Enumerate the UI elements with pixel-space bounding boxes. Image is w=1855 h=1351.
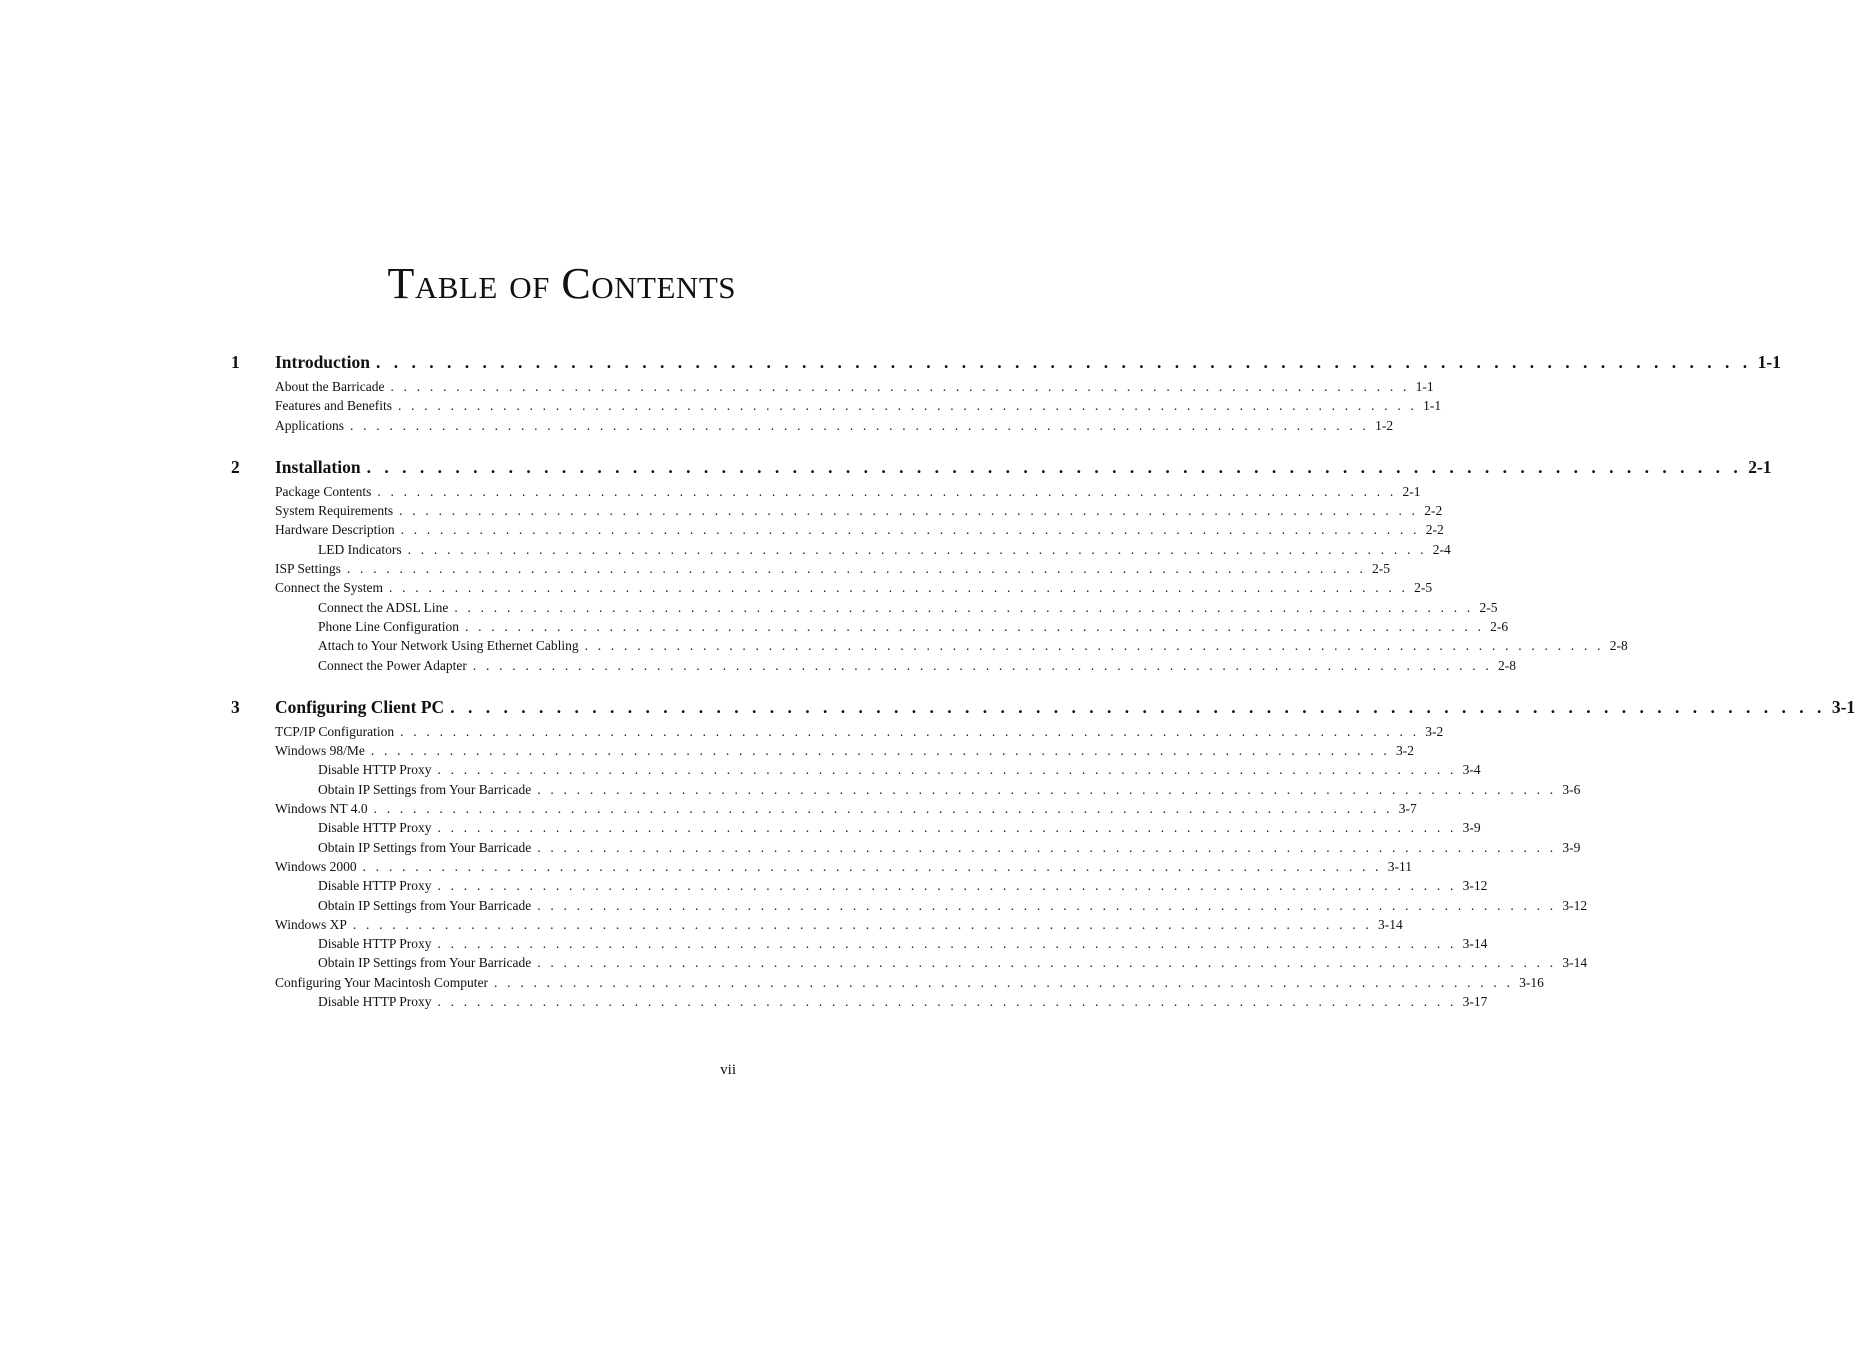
toc-entry[interactable] xyxy=(231,743,1414,762)
toc-entry-title: Connect the Power Adapter xyxy=(318,657,467,673)
dot-leader: . . . . . . . . . . . . . . . . . . . . . . . . . . . . . . . . . . . . . . . . . . . . . . . . . . . . . . . . . . . . . . . . . . . . . . . . . . . . . . xyxy=(437,936,1457,952)
title-initial-c: C xyxy=(561,259,592,308)
chapter-title: Introduction xyxy=(275,352,370,372)
toc-entry-title: Obtain IP Settings from Your Barricade xyxy=(318,955,532,971)
toc-entry[interactable] xyxy=(231,398,1442,417)
toc-entry[interactable] xyxy=(231,580,1433,599)
toc-entry-page: 3-17 xyxy=(1462,994,1488,1010)
dot-leader: . . . . . . . . . . . . . . . . . . . . . . . . . . . . . . . . . . . . . . . . . . . . . . . . . . . . . . . . . . . . . . . . . . . . . . . . . . . . . . xyxy=(390,379,1410,394)
dot-leader: . . . . . . . . . . . . . . . . . . . . . . . . . . . . . . . . . . . . . . . . . . . . . . . . . . . . . . . . . . . . . . . . . . . . . . . . . . . . . . xyxy=(537,839,1557,855)
toc-entry[interactable] xyxy=(231,561,1391,580)
toc-entry-page: 2-8 xyxy=(1497,657,1516,673)
toc-entry-title: Windows NT 4.0 xyxy=(275,801,368,817)
dot-leader: . . . . . . . . . . . . . . . . . . . . . . . . . . . . . . . . . . . . . . . . . . . . . . . . . . . . . . . . . . . . . . . . . . . . . . . . . . . . . . xyxy=(362,858,1382,874)
toc-entry-page: 1-2 xyxy=(1375,417,1394,433)
dot-leader: . . . . . . . . . . . . . . . . . . . . . . . . . . . . . . . . . . . . . . . . . . . . . . . . . . . . . . . . . . . . . . . . . . . . . . . . . . . . . . xyxy=(437,878,1457,894)
toc-entry[interactable] xyxy=(231,936,1488,955)
toc-entry[interactable] xyxy=(231,820,1481,839)
chapter-heading xyxy=(231,352,1781,376)
dot-leader: . . . . . . . . . . . . . . . . . . . . . . . . . . . . . . . . . . . . . . . . . . . . . . . . . . . . . . . . . . . . . . . . . . . . . . . . . . . . . . xyxy=(494,974,1514,990)
toc-entry-page: 2-8 xyxy=(1609,638,1628,654)
toc-entry-page: 2-5 xyxy=(1372,561,1391,577)
dot-leader: . . . . . . . . . . . . . . . . . . . . . . . . . . . . . . . . . . . . . . . . . . . . . . . . . . . . . . . . . . . . . . . . . . . . . . . . . . . . . . xyxy=(437,820,1457,836)
title-initial-t: T xyxy=(387,259,415,308)
toc-entry-page: 3-14 xyxy=(1562,955,1588,971)
toc-entry[interactable] xyxy=(231,955,1588,974)
dot-leader: . . . . . . . . . . . . . . . . . . . . . . . . . . . . . . . . . . . . . . . . . . . . . . . . . . . . . . . . . . . . . . . . . . . . . . . . . . . . . . xyxy=(366,456,1743,477)
toc-entry-page: 3-14 xyxy=(1377,916,1403,932)
toc-entry[interactable] xyxy=(231,916,1403,936)
chapter-heading xyxy=(231,456,1772,481)
title-rest-able: ABLE xyxy=(414,270,498,305)
toc-entry[interactable] xyxy=(231,503,1443,522)
dot-leader: . . . . . . . . . . . . . . . . . . . . . . . . . . . . . . . . . . . . . . . . . . . . . . . . . . . . . . . . . . . . . . . . . . . . . . . . . . . . . . xyxy=(352,916,1372,932)
toc-entry-title: Windows 2000 xyxy=(275,858,357,874)
dot-leader: . . . . . . . . . . . . . . . . . . . . . . . . . . . . . . . . . . . . . . . . . . . . . . . . . . . . . . . . . . . . . . . . . . . . . . . . . . . . . . xyxy=(537,955,1557,971)
toc-entry-page: 3-11 xyxy=(1387,858,1412,874)
toc-entry[interactable] xyxy=(231,994,1488,1013)
title-word-of: OF xyxy=(509,270,550,305)
toc-entry-title: Package Contents xyxy=(275,483,372,499)
toc-entry-title: Disable HTTP Proxy xyxy=(318,820,432,836)
page-number: vii xyxy=(720,1062,736,1078)
page-title xyxy=(387,259,736,308)
toc-entry-page: 3-2 xyxy=(1395,743,1414,759)
toc-entry-page: 3-4 xyxy=(1462,762,1481,778)
chapter-title: Configuring Client PC xyxy=(275,696,445,717)
chapter-number: 1 xyxy=(231,352,240,372)
toc-entry-page: 3-14 xyxy=(1462,936,1488,952)
toc-entry[interactable] xyxy=(231,522,1444,541)
toc-entry[interactable] xyxy=(231,657,1516,677)
toc-entry-page: 1-1 xyxy=(1423,398,1442,414)
toc-entry-title: TCP/IP Configuration xyxy=(275,723,395,739)
dot-leader: . . . . . . . . . . . . . . . . . . . . . . . . . . . . . . . . . . . . . . . . . . . . . . . . . . . . . . . . . . . . . . . . . . . . . . . . . . . . . . xyxy=(464,618,1485,634)
toc-entry-title: Features and Benefits xyxy=(275,398,392,414)
toc-entry[interactable] xyxy=(231,417,1394,437)
toc-entry[interactable] xyxy=(231,723,1444,743)
toc-entry[interactable] xyxy=(231,801,1417,820)
chapter-heading xyxy=(231,696,1855,721)
toc-entry[interactable] xyxy=(231,878,1488,897)
toc-entry-page: 3-7 xyxy=(1398,801,1417,817)
toc-entry-page: 3-9 xyxy=(1462,820,1481,836)
toc-entry-title: Windows XP xyxy=(275,916,347,932)
dot-leader: . . . . . . . . . . . . . . . . . . . . . . . . . . . . . . . . . . . . . . . . . . . . . . . . . . . . . . . . . . . . . . . . . . . . . . . . . . . . . . xyxy=(370,743,1390,759)
dot-leader: . . . . . . . . . . . . . . . . . . . . . . . . . . . . . . . . . . . . . . . . . . . . . . . . . . . . . . . . . . . . . . . . . . . . . . . . . . . . . . xyxy=(397,398,1418,414)
toc-entry-title: ISP Settings xyxy=(275,561,341,577)
dot-leader: . . . . . . . . . . . . . . . . . . . . . . . . . . . . . . . . . . . . . . . . . . . . . . . . . . . . . . . . . . . . . . . . . . . . . . . . . . . . . . xyxy=(399,503,1419,519)
dot-leader: . . . . . . . . . . . . . . . . . . . . . . . . . . . . . . . . . . . . . . . . . . . . . . . . . . . . . . . . . . . . . . . . . . . . . . . . . . . . . . xyxy=(389,580,1409,596)
dot-leader: . . . . . . . . . . . . . . . . . . . . . . . . . . . . . . . . . . . . . . . . . . . . . . . . . . . . . . . . . . . . . . . . . . . . . . . . . . . . . . xyxy=(373,801,1393,817)
toc-entry-title: Obtain IP Settings from Your Barricade xyxy=(318,897,532,913)
dot-leader: . . . . . . . . . . . . . . . . . . . . . . . . . . . . . . . . . . . . . . . . . . . . . . . . . . . . . . . . . . . . . . . . . . . . . . . . . . . . . . xyxy=(375,352,1752,372)
toc-entry-title: Disable HTTP Proxy xyxy=(318,936,432,952)
toc-entry-page: 2-5 xyxy=(1479,599,1498,615)
toc-entry[interactable] xyxy=(231,897,1588,917)
toc-entry[interactable] xyxy=(231,781,1581,801)
toc-entry-page: 3-9 xyxy=(1562,839,1581,855)
chapter-number: 3 xyxy=(231,696,240,717)
toc-entry-title: Configuring Your Macintosh Computer xyxy=(275,974,489,990)
toc-entry[interactable] xyxy=(231,858,1412,878)
chapter-page: 3-1 xyxy=(1831,696,1855,717)
title-rest-ontents: ONTENTS xyxy=(591,270,736,305)
toc-entry-page: 2-1 xyxy=(1402,483,1421,499)
dot-leader: . . . . . . . . . . . . . . . . . . . . . . . . . . . . . . . . . . . . . . . . . . . . . . . . . . . . . . . . . . . . . . . . . . . . . . . . . . . . . . xyxy=(437,994,1457,1010)
toc-entry-title: Obtain IP Settings from Your Barricade xyxy=(318,781,532,797)
dot-leader: . . . . . . . . . . . . . . . . . . . . . . . . . . . . . . . . . . . . . . . . . . . . . . . . . . . . . . . . . . . . . . . . . . . . . . . . . . . . . . xyxy=(400,522,1420,538)
toc-entry-page: 3-16 xyxy=(1519,974,1544,990)
dot-leader: . . . . . . . . . . . . . . . . . . . . . . . . . . . . . . . . . . . . . . . . . . . . . . . . . . . . . . . . . . . . . . . . . . . . . . . . . . . . . . xyxy=(377,483,1397,499)
chapter-entry[interactable] xyxy=(275,456,1772,478)
chapter-page: 2-1 xyxy=(1748,456,1772,477)
toc-entry-page: 3-6 xyxy=(1562,781,1581,797)
toc-entry-title: Applications xyxy=(275,417,344,433)
dot-leader: . . . . . . . . . . . . . . . . . . . . . . . . . . . . . . . . . . . . . . . . . . . . . . . . . . . . . . . . . . . . . . . . . . . . . . . . . . . . . . xyxy=(437,762,1457,778)
dot-leader: . . . . . . . . . . . . . . . . . . . . . . . . . . . . . . . . . . . . . . . . . . . . . . . . . . . . . . . . . . . . . . . . . . . . . . . . . . . . . . xyxy=(537,897,1557,913)
toc-entry-title: LED Indicators xyxy=(318,541,402,557)
toc-entry-page: 2-5 xyxy=(1414,580,1433,596)
chapter-title: Installation xyxy=(275,456,361,477)
dot-leader: . . . . . . . . . . . . . . . . . . . . . . . . . . . . . . . . . . . . . . . . . . . . . . . . . . . . . . . . . . . . . . . . . . . . . . . . . . . . . . xyxy=(472,657,1492,673)
toc-entry-title: Phone Line Configuration xyxy=(318,618,459,634)
chapter-page: 1-1 xyxy=(1757,352,1781,372)
toc-entry-title: Hardware Description xyxy=(275,522,395,538)
toc-entry[interactable] xyxy=(231,483,1421,503)
toc-entry-title: Connect the ADSL Line xyxy=(318,599,449,615)
table-of-contents xyxy=(231,352,1855,1013)
toc-entry-page: 3-12 xyxy=(1562,897,1588,913)
dot-leader: . . . . . . . . . . . . . . . . . . . . . . . . . . . . . . . . . . . . . . . . . . . . . . . . . . . . . . . . . . . . . . . . . . . . . . . . . . . . . . xyxy=(450,696,1826,717)
dot-leader: . . . . . . . . . . . . . . . . . . . . . . . . . . . . . . . . . . . . . . . . . . . . . . . . . . . . . . . . . . . . . . . . . . . . . . . . . . . . . . xyxy=(346,561,1367,577)
dot-leader: . . . . . . . . . . . . . . . . . . . . . . . . . . . . . . . . . . . . . . . . . . . . . . . . . . . . . . . . . . . . . . . . . . . . . . . . . . . . . . xyxy=(537,781,1557,797)
toc-entry-title: Windows 98/Me xyxy=(275,743,365,759)
toc-entry-page: 3-2 xyxy=(1425,723,1444,739)
dot-leader: . . . . . . . . . . . . . . . . . . . . . . . . . . . . . . . . . . . . . . . . . . . . . . . . . . . . . . . . . . . . . . . . . . . . . . . . . . . . . . xyxy=(350,417,1370,433)
toc-entry-title: Disable HTTP Proxy xyxy=(318,878,432,894)
chapter-entry[interactable] xyxy=(275,696,1855,718)
chapter-number: 2 xyxy=(231,456,240,477)
toc-entry-title: Obtain IP Settings from Your Barricade xyxy=(318,839,532,855)
dot-leader: . . . . . . . . . . . . . . . . . . . . . . . . . . . . . . . . . . . . . . . . . . . . . . . . . . . . . . . . . . . . . . . . . . . . . . . . . . . . . . xyxy=(400,723,1420,739)
toc-entry[interactable] xyxy=(231,839,1581,859)
toc-entry[interactable] xyxy=(231,541,1451,561)
toc-entry[interactable] xyxy=(231,599,1498,619)
toc-entry-title: Disable HTTP Proxy xyxy=(318,994,432,1010)
toc-entry-page: 2-6 xyxy=(1490,618,1509,634)
toc-entry-page: 3-12 xyxy=(1462,878,1488,894)
toc-entry[interactable] xyxy=(231,974,1544,994)
toc-entry[interactable] xyxy=(231,762,1481,781)
toc-entry-title: Connect the System xyxy=(275,580,383,596)
toc-entry-page: 2-2 xyxy=(1425,522,1444,538)
toc-entry-title: Attach to Your Network Using Ethernet Cabling xyxy=(318,638,579,654)
toc-entry-page: 1-1 xyxy=(1415,379,1434,394)
toc-entry[interactable] xyxy=(231,618,1509,638)
dot-leader: . . . . . . . . . . . . . . . . . . . . . . . . . . . . . . . . . . . . . . . . . . . . . . . . . . . . . . . . . . . . . . . . . . . . . . . . . . . . . . xyxy=(407,541,1427,557)
toc-entry[interactable] xyxy=(231,379,1434,398)
toc-entry-title: System Requirements xyxy=(275,503,394,519)
dot-leader: . . . . . . . . . . . . . . . . . . . . . . . . . . . . . . . . . . . . . . . . . . . . . . . . . . . . . . . . . . . . . . . . . . . . . . . . . . . . . . xyxy=(584,638,1604,654)
toc-entry-page: 2-4 xyxy=(1432,541,1451,557)
toc-entry-title: About the Barricade xyxy=(275,379,385,394)
toc-entry-page: 2-2 xyxy=(1424,503,1443,519)
dot-leader: . . . . . . . . . . . . . . . . . . . . . . . . . . . . . . . . . . . . . . . . . . . . . . . . . . . . . . . . . . . . . . . . . . . . . . . . . . . . . . xyxy=(454,599,1474,615)
toc-entry-title: Disable HTTP Proxy xyxy=(318,762,432,778)
chapter-entry[interactable] xyxy=(275,352,1781,373)
toc-entry[interactable] xyxy=(231,638,1628,657)
